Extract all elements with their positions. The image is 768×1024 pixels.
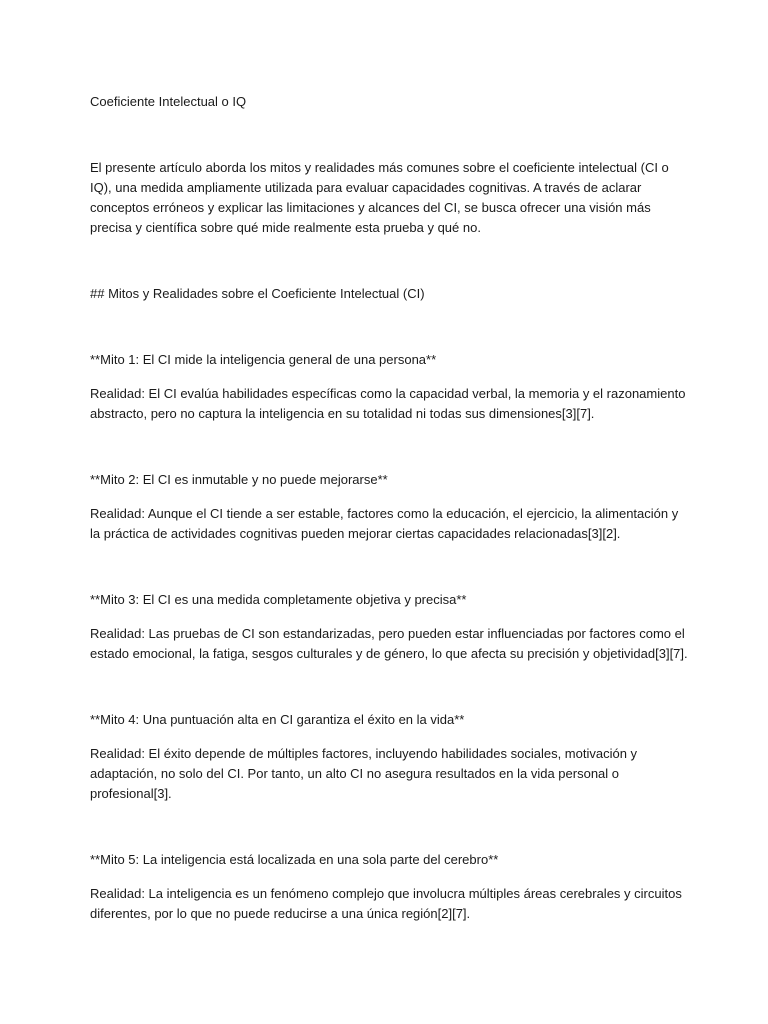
- myth-block-2: [90, 470, 690, 544]
- myth-block-4: [90, 710, 690, 804]
- myth-block-5: [90, 850, 690, 924]
- myth-title: **Mito 4: Una puntuación alta en CI garantiza el éxito en la vida**: [90, 712, 465, 727]
- myth-title: **Mito 1: El CI mide la inteligencia general de una persona**: [90, 352, 437, 367]
- myth-reality: Realidad: Aunque el CI tiende a ser estable, factores como la educación, el ejercicio, la alimentación y la práctica de actividades cognitivas pueden mejorar ciertas capacidades relacionadas[3][2].: [90, 506, 679, 541]
- myth-title: **Mito 5: La inteligencia está localizada en una sola parte del cerebro**: [90, 852, 499, 867]
- myth-block-3: [90, 590, 690, 664]
- section-heading: ## Mitos y Realidades sobre el Coeficiente Intelectual (CI): [90, 286, 425, 301]
- myth-reality: Realidad: El éxito depende de múltiples factores, incluyendo habilidades sociales, motivación y adaptación, no solo del CI. Por tanto, un alto CI no asegura resultados en la vida personal o profesional[3].: [90, 746, 638, 801]
- document-page: [90, 92, 690, 970]
- myth-reality: Realidad: La inteligencia es un fenómeno complejo que involucra múltiples áreas cerebrales y circuitos diferentes, por lo que no puede reducirse a una única región[2][7].: [90, 886, 682, 921]
- intro-paragraph: El presente artículo aborda los mitos y realidades más comunes sobre el coeficiente intelectual (CI o IQ), una medida ampliamente utilizada para evaluar capacidades cognitivas. A través de aclarar conceptos erróneos y explicar las limitaciones y alcances del CI, se busca ofrecer una visión más precisa y científica sobre qué mide realmente esta prueba y qué no.: [90, 160, 669, 235]
- myth-title: **Mito 3: El CI es una medida completamente objetiva y precisa**: [90, 592, 467, 607]
- document-title: Coeficiente Intelectual o IQ: [90, 94, 247, 109]
- myth-reality: Realidad: El CI evalúa habilidades específicas como la capacidad verbal, la memoria y el razonamiento abstracto, pero no captura la inteligencia en su totalidad ni todas sus dimensiones[3][7].: [90, 386, 686, 421]
- myth-title: **Mito 2: El CI es inmutable y no puede mejorarse**: [90, 472, 388, 487]
- myth-block-1: [90, 350, 690, 424]
- myth-reality: Realidad: Las pruebas de CI son estandarizadas, pero pueden estar influenciadas por factores como el estado emocional, la fatiga, sesgos culturales y de género, lo que afecta su precisión y objetividad[3][7].: [90, 626, 688, 661]
